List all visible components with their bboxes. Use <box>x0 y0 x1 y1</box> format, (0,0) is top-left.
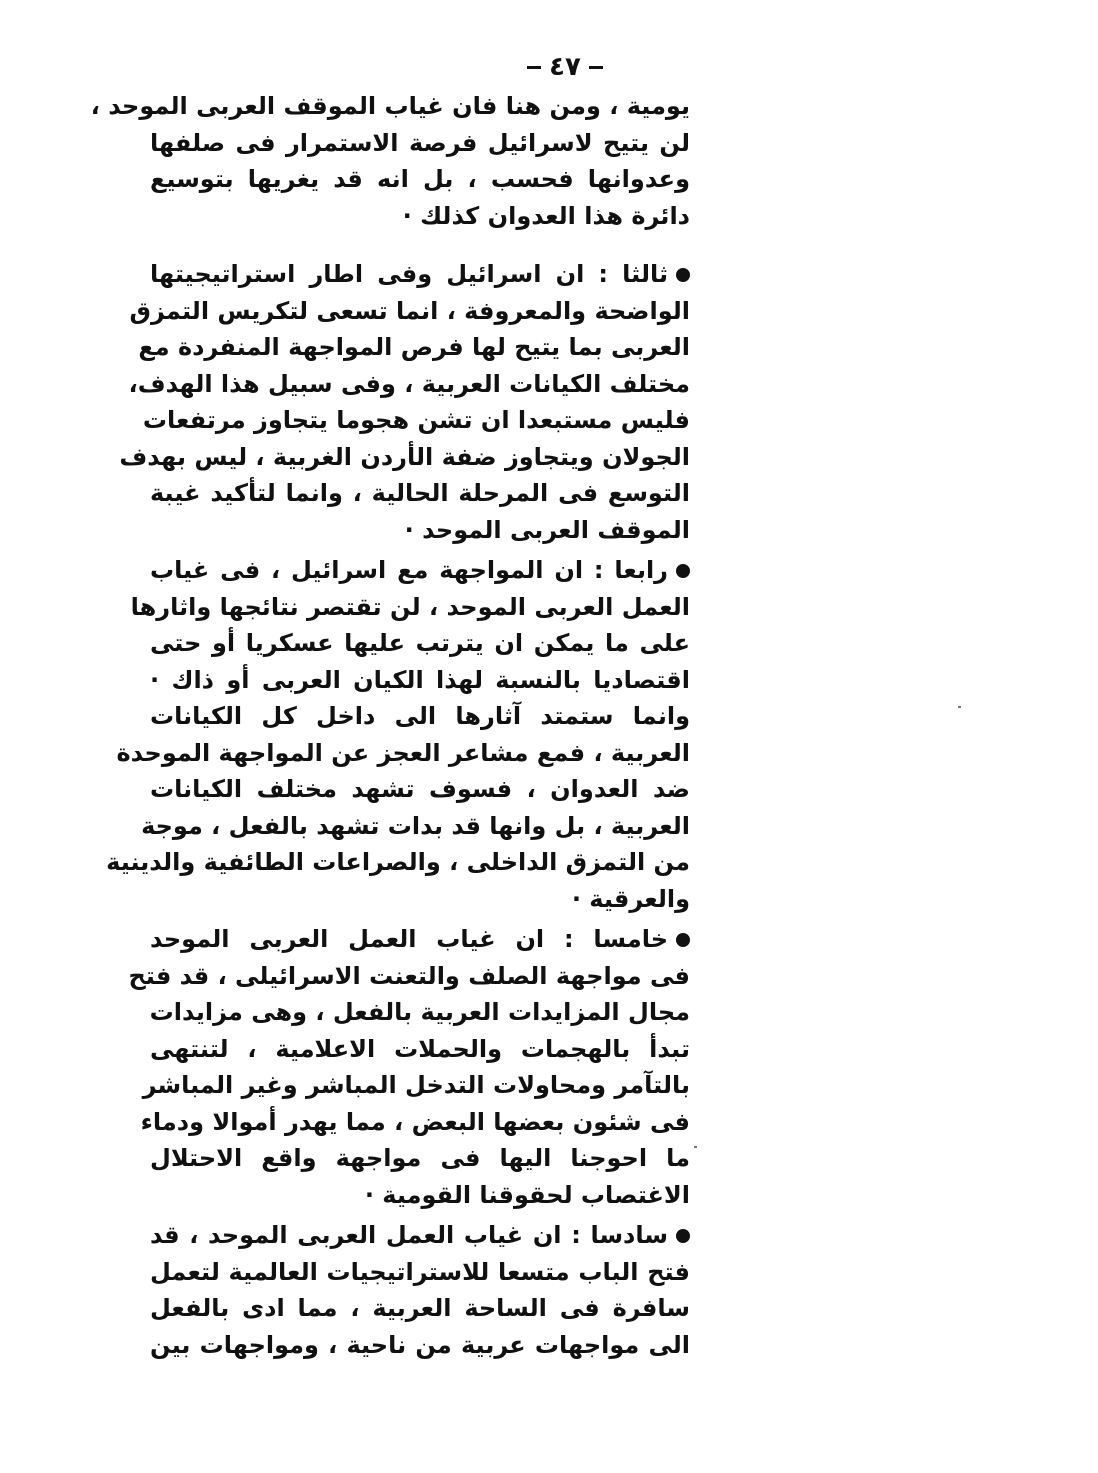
bullet-icon <box>676 933 690 947</box>
text-line-first <box>150 1217 690 1254</box>
page-body <box>90 88 690 1363</box>
text-line: دائرة هذا العدوان كذلك · <box>402 201 690 230</box>
scan-speck <box>694 1146 697 1148</box>
scan-speck <box>958 706 961 708</box>
text-line-first <box>150 921 690 958</box>
text-line: ضد العدوان ، فسوف تشهد مختلف الكيانات <box>150 775 690 803</box>
bullet-icon <box>676 564 690 578</box>
text-line: رابعا : ان المواجهة مع اسرائيل ، فى غياب <box>150 556 668 584</box>
bullet-icon <box>676 268 690 282</box>
paragraph-third <box>119 256 690 548</box>
text-line: مجال المزايدات العربية بالفعل ، وهى مزايدات <box>149 998 690 1026</box>
text-line: وعدوانها فحسب ، بل انه قد يغريها بتوسيع <box>150 165 690 193</box>
text-line: العمل العربى الموحد ، لن تقتصر نتائجها واثارها <box>130 592 690 621</box>
page-number-text: ٤٧ <box>549 52 581 82</box>
page-number-dash-right <box>589 66 603 69</box>
text-line: مختلف الكيانات العربية ، وفى سبيل هذا الهدف، <box>128 369 690 398</box>
text-line: بالتآمر ومحاولات التدخل المباشر وغير المباشر <box>142 1071 690 1099</box>
text-line: ثالثا : ان اسرائيل وفى اطار استراتيجيتها <box>150 260 668 288</box>
paragraph-intro <box>90 88 690 234</box>
text-line: فى مواجهة الصلف والتعنت الاسرائيلى ، قد فتح <box>128 961 690 990</box>
text-line: فتح الباب متسعا للاستراتيجيات العالمية لتعمل <box>150 1257 690 1286</box>
text-line: والعرقية · <box>571 884 690 913</box>
text-line: الجولان ويتجاوز ضفة الأردن الغربية ، ليس بهدف <box>119 442 690 471</box>
page-number-dash-left <box>527 66 541 69</box>
text-line: الاغتصاب لحقوقنا القومية · <box>364 1180 690 1209</box>
text-line: لن يتيح لاسرائيل فرصة الاستمرار فى صلفها <box>150 128 690 157</box>
paragraph-sixth <box>150 1217 690 1363</box>
text-line: سادسا : ان غياب العمل العربى الموحد ، قد <box>150 1221 668 1249</box>
text-line: فليس مستبعدا ان تشن هجوما يتجاوز مرتفعات <box>142 406 690 434</box>
text-line: العربى بما يتيح لها فرص المواجهة المنفردة مع <box>138 333 690 361</box>
text-line: خامسا : ان غياب العمل العربى الموحد <box>150 925 668 953</box>
text-line: سافرة فى الساحة العربية ، مما ادى بالفعل <box>150 1294 690 1322</box>
text-line: العربية ، بل وانها قد بدات تشهد بالفعل ، موجة <box>141 811 690 840</box>
text-line: اقتصاديا بالنسبة لهذا الكيان العربى أو ذاك · <box>150 665 690 694</box>
text-line: وانما ستمتد آثارها الى داخل كل الكيانات <box>150 702 690 730</box>
text-line: فى شئون بعضها البعض ، مما يهدر أموالا ودماء <box>140 1107 690 1136</box>
text-line: العربية ، فمع مشاعر العجز عن المواجهة الموحدة <box>116 738 690 767</box>
text-line: الواضحة والمعروفة ، انما تسعى لتكريس التمزق <box>129 296 690 325</box>
text-line: يومية ، ومن هنا فان غياب الموقف العربى الموحد ، <box>90 92 690 120</box>
text-line: التوسع فى المرحلة الحالية ، وانما لتأكيد غيبة <box>150 479 690 507</box>
paragraph-fifth <box>128 921 690 1213</box>
paragraph-fourth <box>106 552 690 917</box>
text-line: الى مواجهات عربية من ناحية ، ومواجهات بين <box>150 1330 690 1359</box>
text-line: ما احوجنا اليها فى مواجهة واقع الاحتلال <box>150 1144 690 1172</box>
bullet-icon <box>676 1229 690 1243</box>
text-line: على ما يمكن ان يترتب عليها عسكريا أو حتى <box>150 629 690 657</box>
text-line: تبدأ بالهجمات والحملات الاعلامية ، لتنتهى <box>150 1034 690 1063</box>
text-line-first <box>150 552 690 589</box>
text-line-first <box>150 256 690 293</box>
page-number <box>505 52 625 82</box>
text-line: من التمزق الداخلى ، والصراعات الطائفية والدينية <box>106 848 690 876</box>
text-line: الموقف العربى الموحد · <box>404 515 690 544</box>
